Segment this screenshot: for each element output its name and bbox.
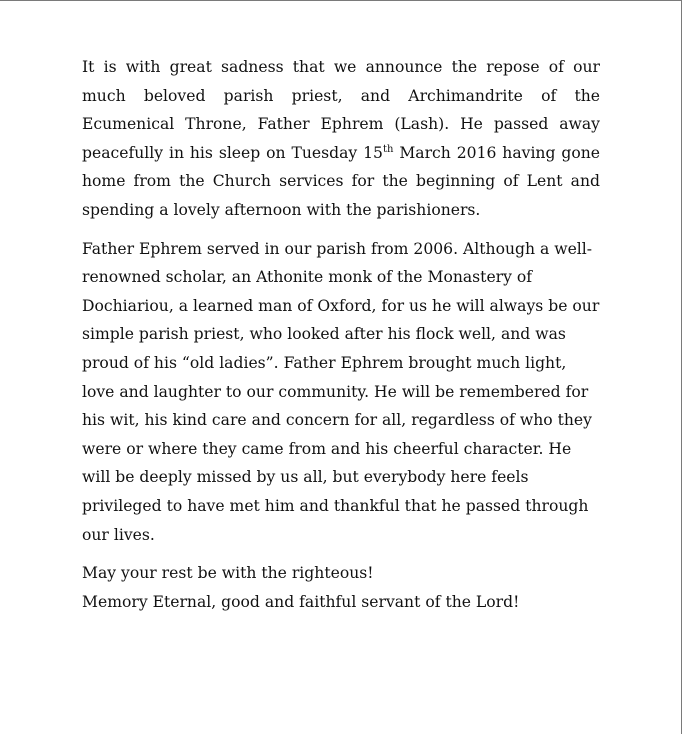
paragraph-announcement-text-end: March 2016 having gone home from the Church services for the beginning of Lent and spending a lovely afternoon with the parishioners. [82, 143, 600, 219]
closing-prayer-line-2: Memory Eternal, good and faithful servant of the Lord! [82, 592, 520, 611]
date-ordinal-suffix: th [382, 143, 394, 155]
paragraph-announcement [82, 53, 600, 225]
closing-prayer [82, 559, 600, 616]
paragraph-announcement-text-start: It is with great sadness that we announce the repose of our much beloved parish priest, and Archimandrite of the Ecumenical Throne, Father Ephrem (Lash). He passed away peacefully in his sleep on Tuesday 15 [82, 58, 600, 162]
document-body [82, 53, 600, 626]
closing-prayer-line-1: May your rest be with the righteous! [82, 564, 374, 583]
paragraph-tribute: Father Ephrem served in our parish from 2006. Although a well-renowned scholar, an Athonite monk of the Monastery of Dochiariou, a learned man of Oxford, for us he will always be our simple parish priest, who looked after his flock well, and was proud of his “old ladies”. Father Ephrem brought much light, love and laughter to our community. He will be remembered for his wit, his kind care and concern for all, regardless of who they were or where they came from and his cheerful character. He will be deeply missed by us all, but everybody here feels privileged to have met him and thankful that he passed through our lives. [82, 239, 600, 544]
